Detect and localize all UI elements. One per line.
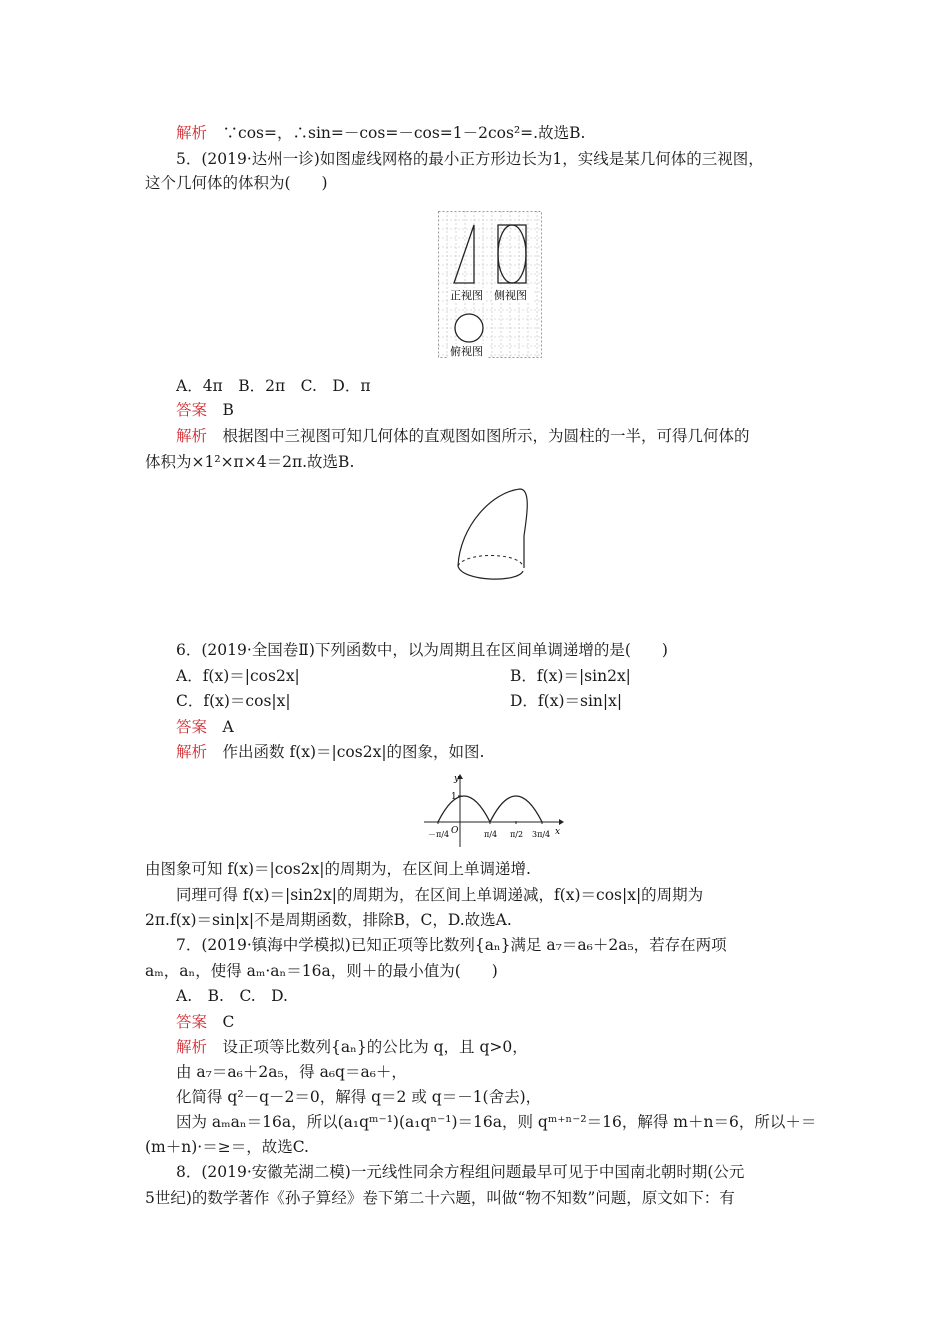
analysis-line — [176, 123, 585, 143]
question-5-answer — [176, 400, 234, 420]
question-7-analysis-line3: 化简得 q²－q－2＝0，解得 q＝2 或 q＝－1(舍去)， — [176, 1088, 542, 1106]
analysis-tag: 解析 — [176, 1038, 208, 1056]
question-6-analysis-line1 — [176, 742, 484, 762]
question-6-stem: 6．(2019·全国卷Ⅱ)下列函数中，以为周期且在区间单调递增的是( ) — [176, 641, 668, 659]
question-5-options: A．4π B．2π C. D．π — [176, 377, 371, 395]
option-a: A．f(x)＝|cos2x| — [176, 667, 300, 685]
analysis-tag: 解析 — [176, 427, 208, 445]
answer-value: A — [222, 718, 234, 736]
question-6-analysis-line4: 2π.f(x)＝sin|x|不是周期函数，排除B，C，D.故选A. — [145, 911, 512, 929]
x-axis-label: x — [555, 827, 561, 837]
answer-tag: 答案 — [176, 1013, 208, 1031]
answer-tag: 答案 — [176, 718, 208, 736]
question-8-line2: 5世纪)的数学著作《孙子算经》卷下第二十六题，叫做“物不知数”问题，原文如下：有 — [145, 1189, 735, 1207]
cos-graph — [424, 772, 564, 854]
three-view-figure — [438, 211, 542, 363]
question-7-analysis-line5: (m＋n)·＝≥＝，故选C. — [145, 1138, 309, 1156]
analysis-text: ∵cos=，∴sin=－cos=－cos=1－2cos²=.故选B. — [222, 124, 586, 142]
top-view-label: 俯视图 — [450, 345, 483, 358]
question-7-analysis-line2: 由 a₇＝a₆＋2a₅，得 a₆q＝a₆＋， — [176, 1063, 407, 1081]
x-tick-neg-pi4: －π/4 — [428, 830, 450, 839]
answer-tag: 答案 — [176, 401, 208, 419]
question-5-line2: 这个几何体的体积为( ) — [145, 174, 328, 192]
analysis-tag: 解析 — [176, 124, 208, 142]
x-tick-pi4: π/4 — [484, 830, 498, 839]
question-6-analysis-line2: 由图象可知 f(x)＝|cos2x|的周期为，在区间上单调递增. — [145, 860, 531, 878]
half-cylinder-figure — [452, 486, 532, 596]
question-7-options: A. B. C. D. — [176, 987, 288, 1005]
analysis-text: 设正项等比数列{aₙ}的公比为 q，且 q>0， — [222, 1038, 528, 1056]
question-5-line1: 5．(2019·达州一诊)如图虚线网格的最小正方形边长为1，实线是某几何体的三视图， — [176, 150, 764, 168]
origin-label: O — [451, 826, 459, 836]
question-6-answer — [176, 717, 234, 737]
option-c: C．f(x)＝cos|x| — [176, 692, 291, 710]
answer-value: B — [222, 401, 234, 419]
front-view-label: 正视图 — [450, 289, 483, 302]
analysis-tag: 解析 — [176, 743, 208, 761]
question-6-analysis-line3: 同理可得 f(x)＝|sin2x|的周期为，在区间上单调递减，f(x)＝cos|x|的周期为 — [176, 886, 704, 904]
top-view-circle — [455, 314, 483, 342]
x-tick-pi2: π/2 — [510, 830, 524, 839]
answer-value: C — [222, 1013, 235, 1031]
question-5-analysis-line2: 体积为×1²×π×4＝2π.故选B. — [145, 453, 355, 471]
y-axis-label: y — [454, 774, 460, 784]
question-7-line2: aₘ，aₙ，使得 aₘ·aₙ＝16a，则＋的最小值为( ) — [145, 962, 498, 980]
option-b: B．f(x)＝|sin2x| — [510, 667, 631, 685]
question-8-line1: 8．(2019·安徽芜湖二模)一元线性同余方程组问题最早可见于中国南北朝时期(公元 — [176, 1163, 745, 1181]
side-view-label: 侧视图 — [494, 289, 527, 302]
question-7-answer — [176, 1012, 234, 1032]
question-7-analysis-line4: 因为 aₘaₙ＝16a，所以(a₁qᵐ⁻¹)(a₁qⁿ⁻¹)＝16a，则 qᵐ⁺ⁿ⁻²＝16，解得 m＋n＝6，所以＋＝ — [176, 1113, 817, 1131]
analysis-text: 根据图中三视图可知几何体的直观图如图所示，为圆柱的一半，可得几何体的 — [222, 427, 750, 445]
option-d: D．f(x)＝sin|x| — [510, 692, 623, 710]
analysis-text: 作出函数 f(x)＝|cos2x|的图象，如图. — [222, 743, 485, 761]
question-7-line1: 7．(2019·镇海中学模拟)已知正项等比数列{aₙ}满足 a₇＝a₆＋2a₅，若存在两项 — [176, 936, 727, 954]
question-5-analysis-line1 — [176, 426, 750, 446]
x-tick-3pi4: 3π/4 — [532, 830, 551, 839]
question-7-analysis-line1 — [176, 1037, 528, 1057]
y-tick-1: 1 — [451, 792, 457, 802]
